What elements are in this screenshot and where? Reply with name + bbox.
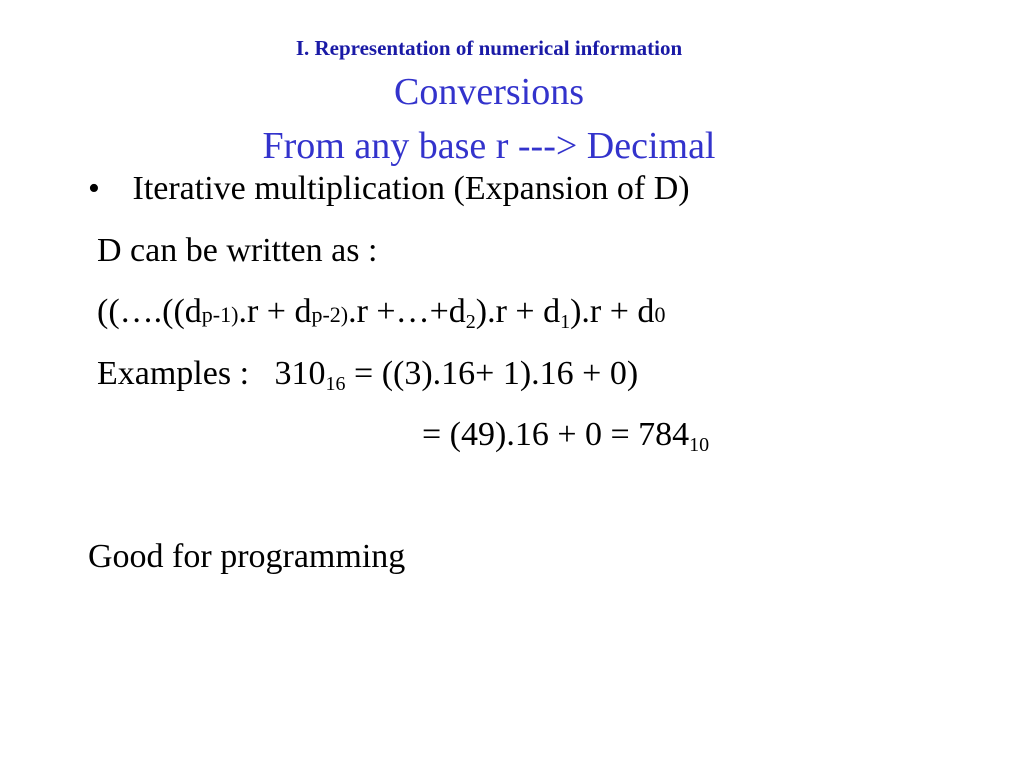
bullet-dot-icon: • (88, 170, 100, 207)
slide-title: Conversions (394, 71, 584, 113)
expression-part-1: ((….((d (97, 293, 202, 330)
section-title: I. Representation of numerical information (295, 36, 683, 60)
examples-label: Examples : (97, 355, 250, 392)
expansion-expression (97, 293, 666, 333)
example-base: 16 (325, 373, 346, 395)
expression-part-4: ).r + d (475, 293, 561, 330)
expression-subscript-1: p-1) (201, 302, 239, 327)
expression-subscript-2: p-2) (311, 302, 349, 327)
written-as-line: D can be written as : (97, 232, 378, 269)
result-line (422, 416, 710, 456)
expression-subscript-5: 0 (654, 302, 666, 327)
result-base: 10 (689, 434, 710, 456)
bullet-text: Iterative multiplication (Expansion of D) (132, 170, 690, 207)
expression-part-2: .r + d (238, 293, 312, 330)
slide-subtitle: From any base r ---> Decimal (262, 125, 716, 167)
example-equation: = ((3).16+ 1).16 + 0) (345, 355, 639, 392)
expression-part-3: .r +…+d (348, 293, 466, 330)
bullet-item (88, 172, 690, 206)
example-number: 310 (274, 355, 326, 392)
expression-subscript-3: 2 (465, 311, 476, 333)
examples-line (97, 355, 639, 395)
expression-subscript-4: 1 (560, 311, 571, 333)
programming-note: Good for programming (88, 538, 406, 575)
expression-part-5: ).r + d (570, 293, 655, 330)
result-equation: = (49).16 + 0 = 784 (422, 416, 690, 453)
